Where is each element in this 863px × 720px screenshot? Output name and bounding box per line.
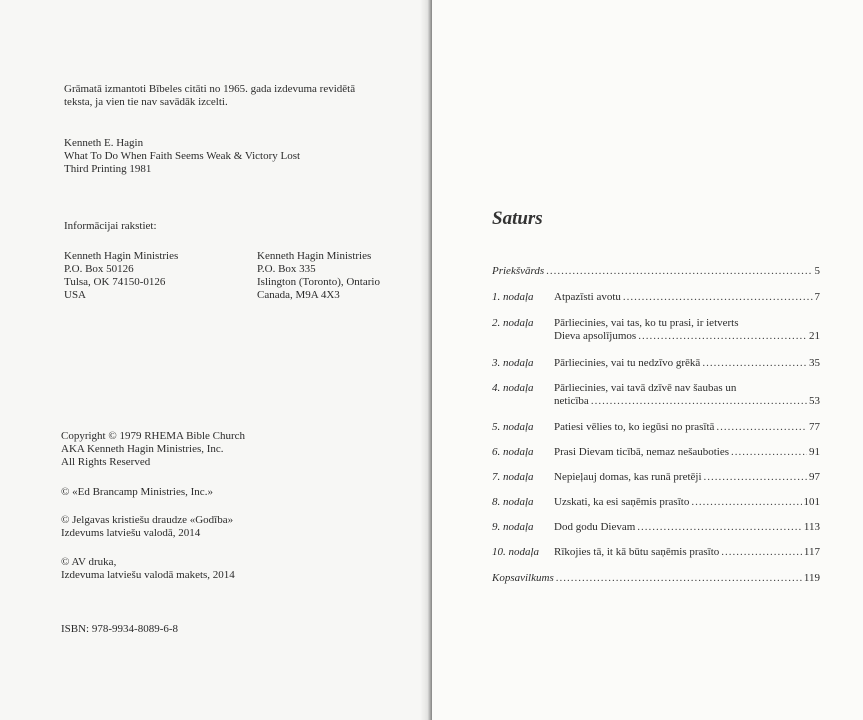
brancamp-copyright: © «Ed Brancamp Ministries, Inc.» (61, 486, 213, 498)
leader-dots (721, 546, 802, 559)
address-line: Kenneth Hagin Ministries (64, 250, 179, 262)
leader-dots (731, 446, 807, 459)
address-line: Islington (Toronto), Ontario (257, 276, 380, 288)
toc-page-number: 35 (809, 357, 820, 369)
note-line: teksta, ja vien tie nav savādāk izcelti. (64, 96, 228, 108)
toc-entry-title: Pārliecinies, vai tu nedzīvo grēkā (554, 357, 701, 369)
av-druka-copyright (61, 556, 235, 582)
leader-dots (556, 572, 802, 585)
copyright-line: Izdevums latviešu valodā, 2014 (61, 527, 201, 539)
copyright-line: Copyright © 1979 RHEMA Bible Church (61, 430, 246, 442)
leader-dots (702, 357, 807, 370)
copyright-block (61, 430, 245, 469)
toc-entry-title: Nepieļauj domas, kas runā pretēji (554, 471, 702, 483)
chapter-number: 6. nodaļa (492, 446, 534, 458)
leader-dots (691, 496, 801, 509)
original-edition (64, 137, 300, 176)
chapter-number: 7. nodaļa (492, 471, 534, 483)
info-label: Informācijai rakstiet: (64, 220, 157, 232)
leader-dots (591, 395, 807, 408)
chapter-number: 9. nodaļa (492, 521, 534, 533)
copyright-line: AKA Kenneth Hagin Ministries, Inc. (61, 443, 224, 455)
chapter-number: 3. nodaļa (492, 357, 534, 369)
address-line: P.O. Box 50126 (64, 263, 134, 275)
address-canada (257, 250, 380, 302)
address-usa (64, 250, 178, 302)
toc-page-number: 7 (814, 291, 820, 303)
toc-page-number: 101 (803, 496, 820, 508)
toc-entry-title: Dod godu Dievam (554, 521, 636, 533)
printing: Third Printing 1981 (64, 163, 152, 175)
isbn: ISBN: 978-9934-8089-6-8 (61, 623, 179, 635)
toc-page-number: 91 (809, 446, 820, 458)
address-line: Tulsa, OK 74150-0126 (64, 276, 166, 288)
toc-page-number: 117 (803, 546, 820, 558)
leader-dots (546, 265, 812, 278)
chapter-number: 2. nodaļa (492, 317, 534, 329)
toc-page-number: 97 (809, 471, 820, 483)
leader-dots (716, 421, 807, 434)
toc-page-number: 5 (814, 265, 820, 277)
note-line: Grāmatā izmantoti Bībeles citāti no 1965. gada izdevuma revidētā (64, 83, 356, 95)
toc-entry-title: Patiesi vēlies to, ko iegūsi no prasītā (554, 421, 715, 433)
leader-dots (623, 291, 813, 304)
toc-page-number: 119 (803, 572, 820, 584)
copyright-line: © Jelgavas kristiešu draudze «Godība» (61, 514, 234, 526)
original-title: What To Do When Faith Seems Weak & Victory Lost (64, 150, 301, 162)
chapter-number: 1. nodaļa (492, 291, 534, 303)
chapter-number: 5. nodaļa (492, 421, 534, 433)
toc-entry-title: Rīkojies tā, it kā būtu saņēmis prasīto (554, 546, 720, 558)
address-line: Kenneth Hagin Ministries (257, 250, 372, 262)
chapter-number: 4. nodaļa (492, 382, 534, 394)
toc-entry-title-cont: neticība (554, 395, 589, 407)
toc-entry-title: Pārliecinies, vai tavā dzīvē nav šaubas un (554, 382, 737, 394)
toc-page-number: 113 (803, 521, 820, 533)
toc-entry-title: Uzskati, ka esi saņēmis prasīto (554, 496, 690, 508)
jelgavas-copyright (61, 514, 233, 540)
toc-entry-title: Pārliecinies, vai tas, ko tu prasi, ir ietverts (554, 317, 739, 329)
author: Kenneth E. Hagin (64, 137, 144, 149)
toc-page-number: 77 (809, 421, 820, 433)
leader-dots (704, 471, 807, 484)
address-line: USA (64, 289, 87, 301)
toc-page-number: 53 (809, 395, 820, 407)
toc-entry-title: Priekšvārds (492, 265, 545, 277)
chapter-number: 8. nodaļa (492, 496, 534, 508)
leader-dots (637, 521, 802, 534)
toc-title: Saturs (492, 208, 543, 229)
scripture-note (64, 83, 355, 109)
leader-dots (638, 330, 807, 343)
copyright-line: Izdevuma latviešu valodā makets, 2014 (61, 569, 235, 581)
toc-entry-title: Atpazīsti avotu (554, 291, 621, 303)
chapter-number: 10. nodaļa (492, 546, 540, 558)
toc-entry-title: Prasi Dievam ticībā, nemaz nešauboties (554, 446, 730, 458)
copyright-line: © AV druka, (61, 556, 117, 568)
address-line: Canada, M9A 4X3 (257, 289, 340, 301)
toc-entry-title: Kopsavilkums (492, 572, 554, 584)
address-line: P.O. Box 335 (257, 263, 316, 275)
toc-entry-title-cont: Dieva apsolījumos (554, 330, 637, 342)
toc-page-number: 21 (809, 330, 820, 342)
copyright-line: All Rights Reserved (61, 456, 151, 468)
